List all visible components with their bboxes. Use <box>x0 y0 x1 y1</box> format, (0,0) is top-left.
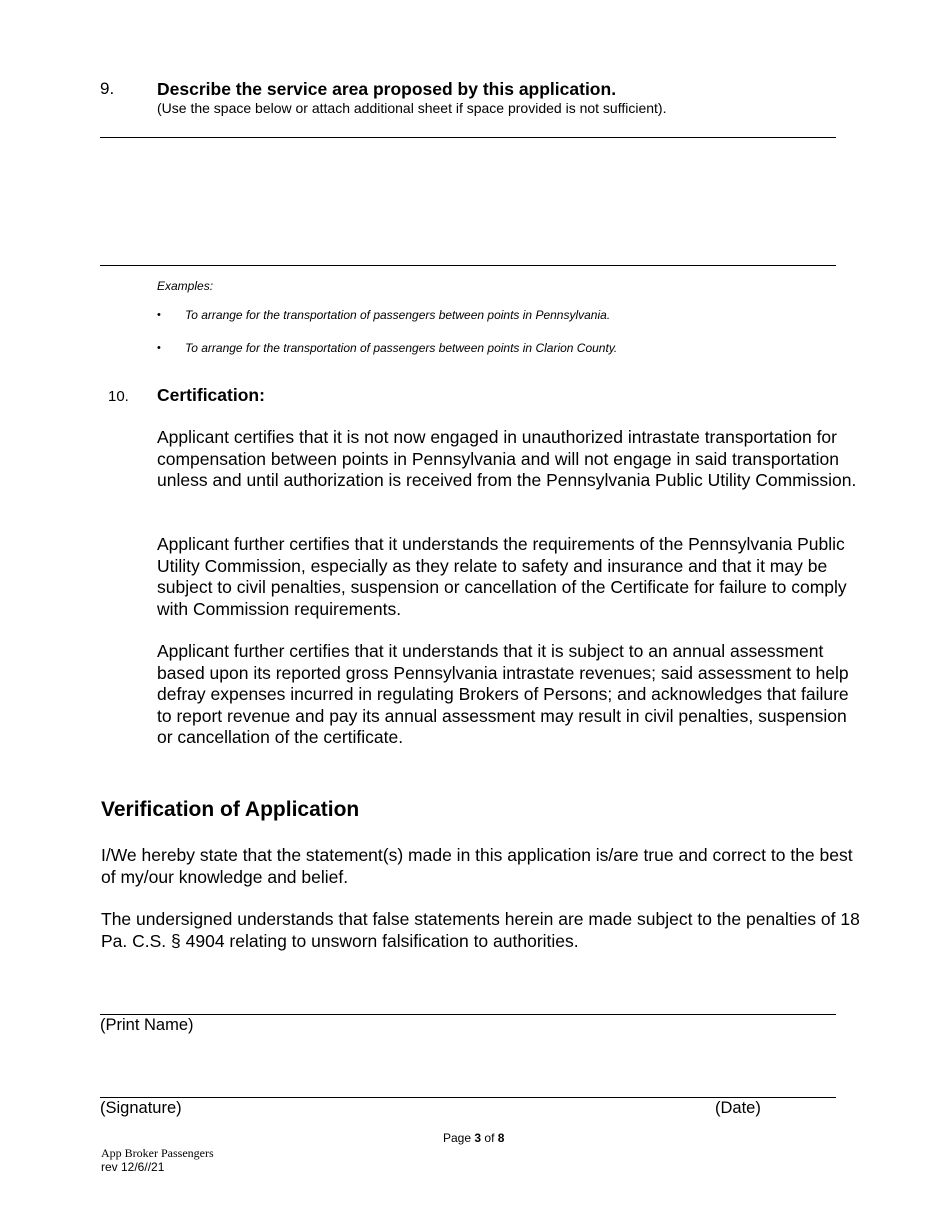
page-current: 3 <box>474 1131 482 1145</box>
form-revision: rev 12/6//21 <box>101 1160 165 1174</box>
print-name-line[interactable] <box>100 1014 836 1015</box>
question-10-title: Certification: <box>157 385 265 405</box>
signature-label: (Signature) <box>100 1099 182 1117</box>
bullet-icon: • <box>157 309 161 321</box>
question-9-subtitle: (Use the space below or attach additional sheet if space provided is not sufficient). <box>157 100 667 116</box>
form-footer <box>101 1146 214 1174</box>
page-prefix: Page <box>443 1131 472 1145</box>
example-item: To arrange for the transportation of passengers between points in Pennsylvania. <box>185 308 611 322</box>
certification-paragraph: Applicant further certifies that it understands the requirements of the Pennsylvania Public Utility Commission, especially as they relate to safety and insurance and that it may be subject to civil penalties, suspension or cancellation of the Certificate for failure to comply with Commission requirements. <box>157 534 847 619</box>
form-name: App Broker Passengers <box>101 1146 214 1160</box>
verification-title: Verification of Application <box>101 798 360 821</box>
bullet-icon: • <box>157 342 161 354</box>
service-area-bottom-rule <box>100 265 836 266</box>
question-9-title: Describe the service area proposed by this application. <box>157 79 617 99</box>
question-10-number: 10. <box>108 388 129 405</box>
service-area-top-rule <box>100 137 836 138</box>
example-item: To arrange for the transportation of passengers between points in Clarion County. <box>185 341 618 355</box>
service-area-answer-space[interactable] <box>100 140 836 262</box>
page-number <box>443 1131 504 1145</box>
page-of: of <box>484 1131 495 1145</box>
verification-paragraph: The undersigned understands that false statements herein are made subject to the penalties of 18 Pa. C.S. § 4904 relating to unsworn falsification to authorities. <box>101 909 860 951</box>
certification-paragraph: Applicant further certifies that it understands that it is subject to an annual assessment based upon its reported gross Pennsylvania intrastate revenues; said assessment to help defray expenses incurred in regulating Brokers of Persons; and acknowledges that failure to report revenue and pay its annual assessment may result in civil penalties, suspension or cancellation of the certificate. <box>157 641 849 747</box>
date-label: (Date) <box>715 1099 761 1117</box>
print-name-label: (Print Name) <box>100 1016 194 1034</box>
examples-label: Examples: <box>157 279 214 293</box>
verification-paragraph: I/We hereby state that the statement(s) made in this application is/are true and correct to the best of my/our knowledge and belief. <box>101 845 853 887</box>
page-total: 8 <box>497 1131 505 1145</box>
signature-line[interactable] <box>100 1097 836 1098</box>
question-9-number: 9. <box>100 79 115 98</box>
certification-paragraph: Applicant certifies that it is not now engaged in unauthorized intrastate transportation for compensation between points in Pennsylvania and will not engage in said transportation unless and until authorization is received from the Pennsylvania Public Utility Commission. <box>157 427 857 490</box>
